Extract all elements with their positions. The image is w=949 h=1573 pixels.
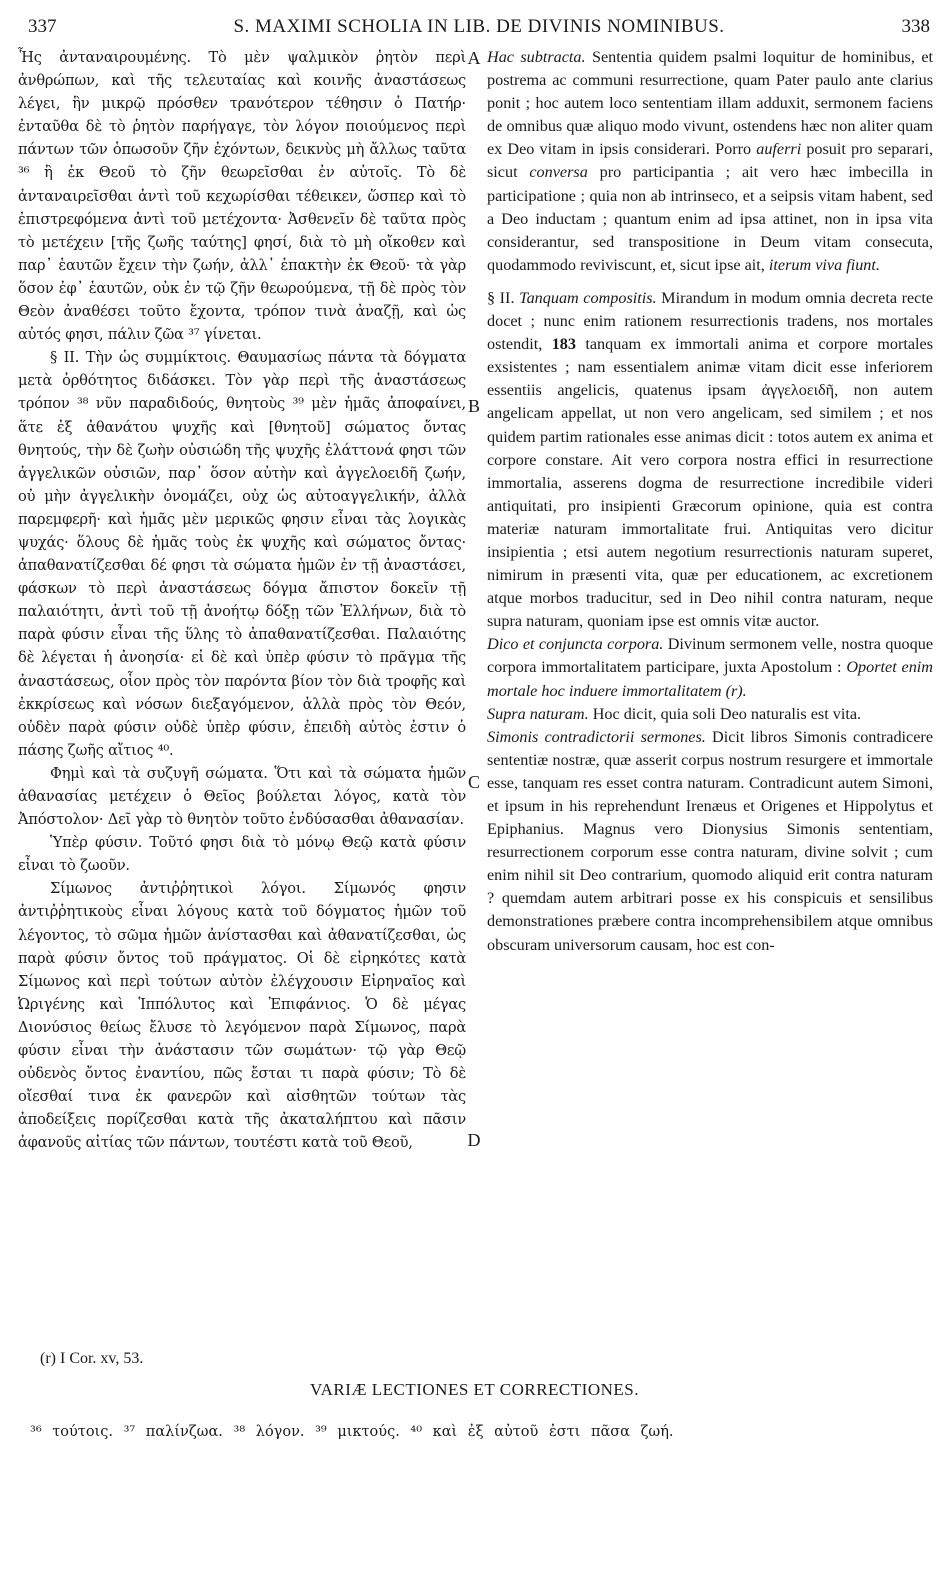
page-title: S. MAXIMI SCHOLIA IN LIB. DE DIVINIS NOMINIBUS. [233,16,725,37]
column-number: 183 [551,335,576,354]
latin-paragraph: Dico et conjuncta corpora. Divinum sermonem velle, nostra quoque corpora immortalitatem participare, juxta Apostolum : Oportet enim mortale hoc induere immortalitatem (r). [487,635,933,700]
page-number-left: 337 [28,16,57,37]
page-number-right: 338 [901,16,930,37]
margin-mark-b: B [467,396,480,416]
greek-column [18,46,466,1155]
margin-mark-d: D [467,1130,481,1150]
latin-column [487,46,933,957]
greek-paragraph: § II. Τὴν ὡς συμμίκτοις. Θαυμασίως πάντα τὰ δόγματα μετὰ ὀρθότητος διδάσκει. Τὸν γὰρ περὶ τῆς ἀναστάσεως τρόπον ³⁸ νῦν παραδιδούς, θνητοὺς ³⁹ μὲν ἡμᾶς ἀποφαίνει, ἅτε ἐξ ἀθανάτου ψυχῆς καὶ [θνητοῦ] σώματος ὄντας θνητούς, τὴν δὲ ζωὴν οὐσιώδη τῆς ψυχῆς ἐλάττονά φησι τῶν ἀγγελικῶν οὐσιῶν, παρ᾽ ὅσον αὐτὴν καὶ ἀγγελοειδῆ ζωήν, οὐ μὴν ἀγγελικὴν ὀνομάζει, οὐχ ὡς αὐτοαγγελικήν, ἀλλὰ παρεμφερῆ· καὶ ἡμᾶς μὲν μερικῶς φησιν εἶναι τὰς λογικὰς ψυχάς· ὅλους δὲ ἡμᾶς τοὺς ἐκ ψυχῆς καὶ σώματος ὄντας· ἀπαθανατίζεσθαι δέ φησι τὰ σώματα ἡμῶν ἐν τῇ ἀναστάσει, φάσκων τὸ περὶ ἀναστάσεως δόγμα ἄπιστον δοκεῖν τῇ παλαιότητι, ἀντὶ τοῦ τῇ ἀνοήτῳ δόξῃ τῶν Ἑλλήνων, διὰ τὸ παρὰ φύσιν εἶναι τῆς ὕλης τὸ ἀπαθανατίζεσθαι. Παλαιότης δὲ λέγεται ἡ ἀνοησία· εἰ δὲ καὶ ὑπὲρ φύσιν τὸ πρᾶγμα τῆς ἀναστάσεως, οἷον πρὸς τὸν παρόντα βίον τὸν διὰ τροφῆς καὶ ἐκκρίσεως καὶ νόσων διεξαγόμενον, ἀλλὰ πρὸς τὸν Θεόν, οὐδὲν παρὰ φύσιν οὐδὲ ὑπὲρ φύσιν, ἐπειδὴ αὐτὸς ἐστιν ὁ πάσης ζωῆς αἴτιος ⁴⁰. [18,349,466,759]
greek-paragraph: Ἧς ἀνταναιρουμένης. Τὸ μὲν ψαλμικὸν ῥητὸν περὶ ἀνθρώπων, καὶ τῆς τελευταίας καὶ κοινῆς ἀναστάσεως λέγει, ἣν μικρῷ πρόσθεν τρανότερον τέθησιν ὁ Πατήρ· ἐνταῦθα δὲ τὸ ῥητὸν παρήγαγε, τὸν λόγον ποιούμενος περὶ πάντων τῶν ὁπωσοῦν ζῆν ἐχόντων, δεικνὺς μὴ ἄλλως ταῦτα ³⁶ ἢ ἐκ Θεοῦ τὸ ζῆν θεωρεῖσθαι ἐν αὐτοῖς. Τὸ δὲ ἀνταναιρεῖσθαι ἀντὶ τοῦ κεχωρίσθαι τέθεικεν, ὥσπερ καὶ τὸ ἐπιστρεφόμενα ἀντὶ τοῦ μετέχοντα· Ἀσθενεῖν δὲ ταῦτα πρὸς τὸ μετέχειν [τῆς ζωῆς ταύτης] φησί, διὰ τὸ μὴ οἴκοθεν καὶ παρ᾽ ἑαυτῶν ἔχειν τὴν ζωήν, ἀλλ᾽ ἐπακτὴν ἐκ Θεοῦ· τὰ γὰρ ὅσον ἐφ᾽ ἑαυτῶν, οὐκ ἐν τῷ ζῆν θεωρούμενα, τῇ δὲ πρὸς τὸν Θεὸν ἀναθέσει τοῦτο ἔχοντα, τρόπον τινὰ ἀναζῇ, καὶ ὡς αὐτός φησι, πάλιν ζῶα ³⁷ γίνεται. [18,49,466,344]
greek-paragraph: Φημὶ καὶ τὰ συζυγῆ σώματα. Ὅτι καὶ τὰ σώματα ἡμῶν ἀθανασίας μετέχειν ὁ Θεῖος βούλεται λόγος, κατὰ τὸν Ἀπόστολον· Δεῖ γὰρ τὸ θνητὸν τοῦτο ἐνδύσασθαι ἀθανασίαν. [18,764,466,829]
latin-paragraph: Supra naturam. Hoc dicit, quia soli Deo naturalis est vita. [487,704,862,723]
greek-paragraph: Σίμωνος ἀντιῤῥητικοὶ λόγοι. Σίμωνός φησιν ἀντιῤῥητικοὺς εἶναι λόγους κατὰ τοῦ δόγματος ἡμῶν τοῦ λέγοντος, τὸ σῶμα ἡμῶν ἀνίστασθαι καὶ ἀθανατίζεσθαι, ὡς παρὰ φύσιν ὄντος τοῦ πράγματος. Οἱ δὲ εἰρηκότες κατὰ Σίμωνος καὶ περὶ τούτων αὐτὸν ἐλέγχουσιν Εἰρηναῖος καὶ Ὠριγένης καὶ Ἱππόλυτος καὶ Ἐπιφάνιος. Ὁ δὲ μέγας Διονύσιος θείως ἔλυσε τὸ λεγόμενον παρὰ Σίμωνος, παρὰ φύσιν εἶναι τὴν ἀνάστασιν τῶν σωμάτων· τῷ γὰρ Θεῷ οὐδενὸς ὄντος ἐναντίου, πῶς ἔσται τι παρὰ φύσιν; Τὸ δὲ οἴεσθαί τινα ἐκ φανερῶν καὶ αἰσθητῶν τούτων τὰς ἀποδείξεις πορίζεσθαι κατὰ τῆς ἀκαταλήπτου καὶ πᾶσιν ἀφανοῦς αἰτίας τῶν πάντων, τουτέστι κατὰ τοῦ Θεοῦ, [18,880,466,1152]
margin-mark-c: C [467,772,480,792]
variants-list: ³⁶ τούτοις. ³⁷ παλίνζωα. ³⁸ λόγον. ³⁹ μικτούς. ⁴⁰ καὶ ἐξ αὐτοῦ ἐστι πᾶσα ζωή. [30,1424,674,1440]
latin-paragraph: Hac subtracta. Sententia quidem psalmi loquitur de hominibus, et postrema ac communi resurrectione, quam Pater paulo ante clarius ponit ; hoc autem loco sententiam illam adduxit, sermonem faciens de omnibus quæ aliquo modo vivunt, ostendens hæc non aliter quam ex Deo vitam in ipsis considerari. Porro auferri posuit pro separari, sicut conversa pro participantia ; ait vero hæc imbecilla in participatione ; quia non ab intrinseco, et a seipsis vitam habent, sed a Deo inductam ; quantum enim ad ipsa attinet, non in ipsa vita considerantur, sed transpositione in Deum vitam consecuta, quodammodo reviviscunt, et, sicut ipse ait, iterum viva fiunt. [487,48,933,274]
variants-heading: VARIÆ LECTIONES ET CORRECTIONES. [310,1380,639,1399]
margin-mark-a: A [467,48,481,68]
greek-paragraph: Ὑπὲρ φύσιν. Τοῦτό φησι διὰ τὸ μόνῳ Θεῷ κατὰ φύσιν εἶναι τὸ ζωοῦν. [18,834,466,875]
running-header [28,16,930,40]
latin-paragraph: § II. Tanquam compositis. Mirandum in modum omnia decreta recte docet ; nunc enim rationem resurrectionis tradens, nos mortales ostendit, 183 tanquam ex immortali anima et corpore mortales exsistentes ; nam essentialem animæ vitam dicit esse inferiorem essentiis angelicis, quatenus ipsam ἀγγελοειδῆ, non autem angelicam appellat, ut non vero angelicam, sed similem ; et nos quidem partim rationales esse animas dicit : totos autem ex anima et corpore constare. Ait vero corpora nostra effici in resurrectione immortalia, asserens dogma de resurrectione incredibile videri antiquitati, pro insipienti Græcorum opinione, quia est contra materiæ naturam immortalitate frui. Antiquitas vero dicitur insipientia ; etsi autem negotium resurrectionis naturam superet, nimirum in præsenti vita, quæ per educationem, ac excretionem atque morbos traducitur, sed in Deo nihil contra naturam, neque supra naturam, quoniam ipse est omnis vitæ auctor. [487,288,934,631]
latin-paragraph: Simonis contradictorii sermones. Dicit libros Simonis contradicere sententiæ nostræ, quæ asserit corpus nostrum resurgere et immortale esse, tanquam res esset contra naturam. Contradicunt autem Simoni, et ipsum in his reprehendunt Irenæus et Origenes et Hippolytus et Epiphanius. Magnus vero Dionysius Simonis sententiam, resurrectionem corporum esse contra naturam, divine solvit ; cum enim nihil sit Deo contrarium, quomodo aliquid erit contra naturam ? quemdam autem arbitrari posse ex his conspicuis et sensilibus demonstrationes præbere contra incomprehensibilem atque omnibus obscuram universorum causam, hoc est con- [487,727,933,954]
footnote: (r) I Cor. xv, 53. [40,1350,144,1367]
